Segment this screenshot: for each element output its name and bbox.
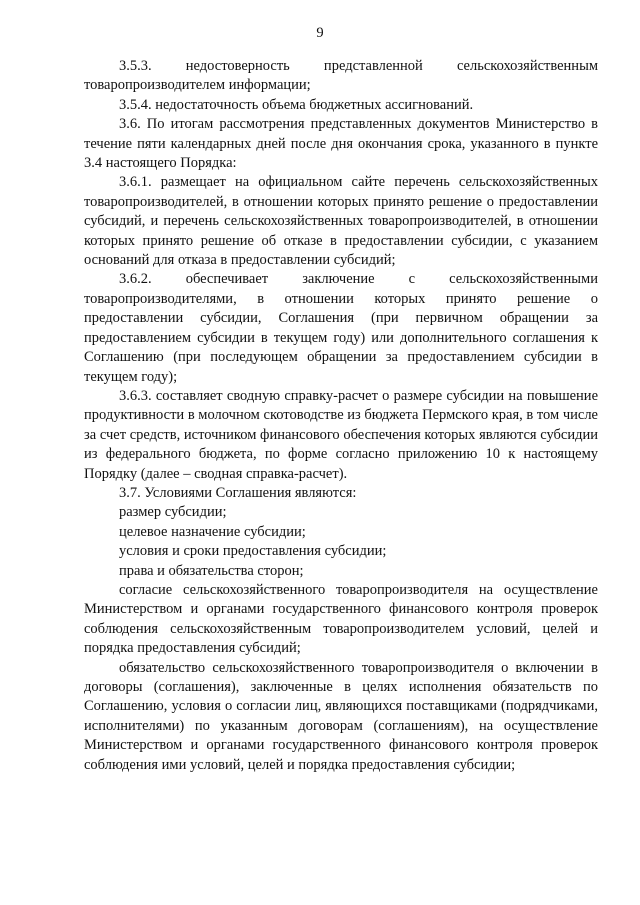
list-item-consent: согласие сельскохозяйственного товаропроизводителя на осуществление Министерством и органами государственного финансового контроля проверок соблюдения сельскохозяйственным товаропроизводителем условий, целей и порядка предоставления субсидий; bbox=[84, 581, 598, 657]
page-number: 9 bbox=[316, 25, 324, 41]
paragraph-3-5-4: 3.5.4. недостаточность объема бюджетных ассигнований. bbox=[119, 96, 474, 113]
document-body bbox=[84, 57, 598, 775]
paragraph-3-6: 3.6. По итогам рассмотрения представленных документов Министерство в течение пяти календарных дней после дня окончания срока, указанного в пункте 3.4 настоящего Порядка: bbox=[84, 116, 598, 172]
list-item-purpose: целевое назначение субсидии; bbox=[119, 523, 306, 540]
list-item-obligation: обязательство сельскохозяйственного товаропроизводителя о включении в договоры (соглашения), заключенные в целях исполнения обязательств по Соглашению, условия о согласии лиц, являющихся поставщиками (подрядчиками, исполнителями) по указанным договорам (соглашениям), на осуществление Министерством и органами государственного финансового контроля проверок соблюдения ими условий, целей и порядка предоставления субсидии; bbox=[84, 659, 598, 773]
list-item-subsidy-amount: размер субсидии; bbox=[119, 504, 227, 521]
paragraph-3-5-3: 3.5.3. недостоверность представленной сельскохозяйственным товаропроизводителем информации; bbox=[84, 58, 598, 94]
paragraph-3-7: 3.7. Условиями Соглашения являются: bbox=[119, 484, 357, 501]
list-item-rights: права и обязательства сторон; bbox=[119, 562, 304, 579]
list-item-terms: условия и сроки предоставления субсидии; bbox=[119, 543, 387, 560]
paragraph-3-6-2: 3.6.2. обеспечивает заключение с сельскохозяйственными товаропроизводителями, в отношении которых принято решение о предоставлении субсидии, Соглашения (при первичном обращении за предоставлением субсидии в текущем году) или дополнительного соглашения к Соглашению (при последующем обращении за предоставлением субсидии в текущем году); bbox=[84, 271, 598, 385]
paragraph-3-6-3: 3.6.3. составляет сводную справку-расчет о размере субсидии на повышение продуктивности в молочном скотоводстве из бюджета Пермского края, в том числе за счет средств, источником финансового обеспечения которых являются субсидии из федерального бюджета, по форме согласно приложению 10 к настоящему Порядку (далее – сводная справка-расчет). bbox=[84, 387, 598, 482]
paragraph-3-6-1: 3.6.1. размещает на официальном сайте перечень сельскохозяйственных товаропроизводителей, в отношении которых принято решение о предоставлении субсидий, и перечень сельскохозяйственных товаропроизводителей, в отношении которых принято решение об отказе в предоставлении субсидии, с указанием оснований для отказа в предоставлении субсидий; bbox=[84, 174, 598, 269]
